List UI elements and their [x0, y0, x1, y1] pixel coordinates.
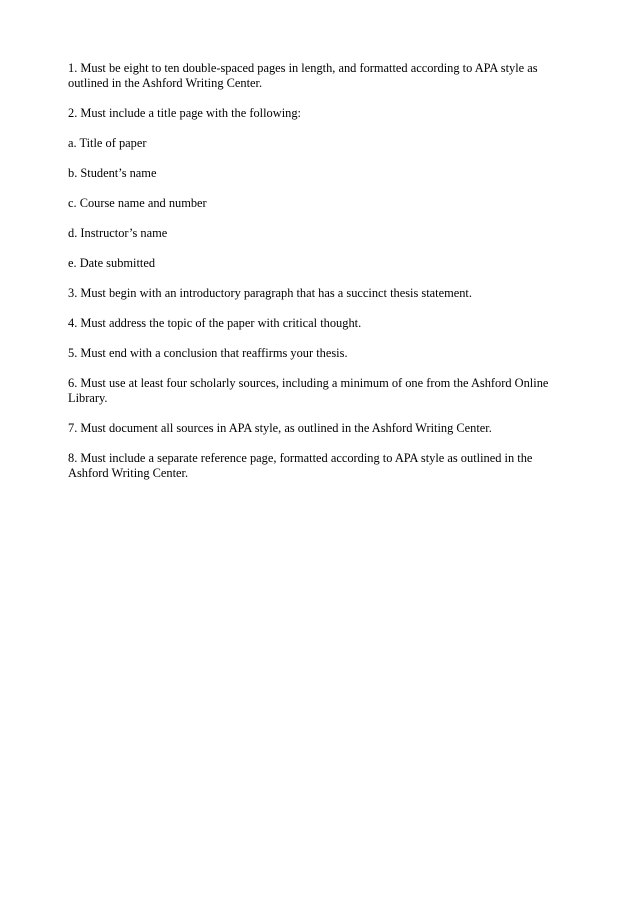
requirement-4: 4. Must address the topic of the paper with critical thought.	[68, 316, 362, 330]
requirement-1: 1. Must be eight to ten double-spaced pages in length, and formatted according to APA style as outlined in the Ashford Writing Center.	[68, 61, 538, 90]
title-page-item-b: b. Student’s name	[68, 166, 157, 180]
title-page-item-e: e. Date submitted	[68, 256, 156, 270]
title-page-item-c: c. Course name and number	[68, 196, 207, 210]
requirement-3: 3. Must begin with an introductory paragraph that has a succinct thesis statement.	[68, 286, 472, 300]
title-page-item-d: d. Instructor’s name	[68, 226, 168, 240]
requirement-5: 5. Must end with a conclusion that reaffirms your thesis.	[68, 346, 348, 360]
requirement-8: 8. Must include a separate reference page, formatted according to APA style as outlined in the Ashford Writing Center.	[68, 451, 533, 480]
requirements-list	[68, 61, 573, 496]
title-page-item-a: a. Title of paper	[68, 136, 147, 150]
requirement-6: 6. Must use at least four scholarly sources, including a minimum of one from the Ashford Online Library.	[68, 376, 549, 405]
requirement-7: 7. Must document all sources in APA style, as outlined in the Ashford Writing Center.	[68, 421, 492, 435]
requirement-2: 2. Must include a title page with the following:	[68, 106, 301, 120]
